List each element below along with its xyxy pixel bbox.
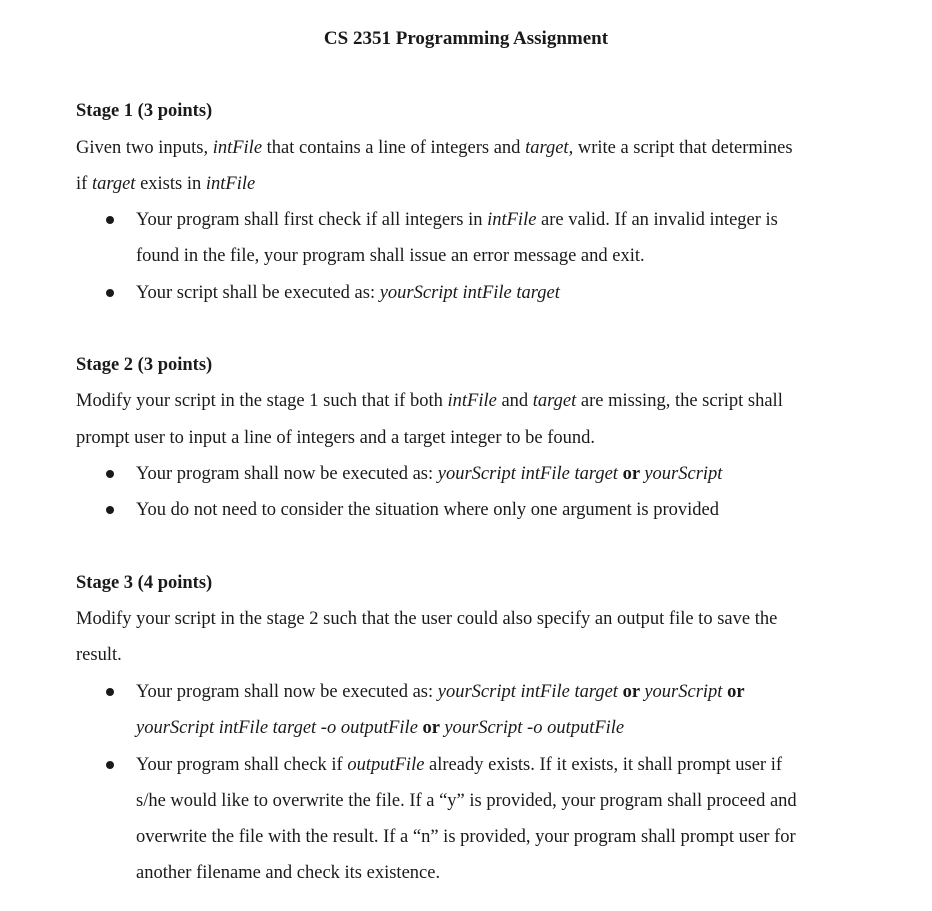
bullet-dot [106,506,114,514]
stage1-bullet2: Your script shall be executed as: yourScript intFile target [136,283,560,303]
stage1-heading: Stage 1 (3 points) [76,101,213,121]
stage2-paragraph-line1: Modify your script in the stage 1 such that if both intFile and target are missing, the script shall [76,391,783,411]
stage3-bullet2-line3: overwrite the file with the result. If a “n” is provided, your program shall prompt user for [136,827,796,847]
stage1-paragraph-line1: Given two inputs, intFile that contains a line of integers and target, write a script that determines [76,138,793,158]
stage1-paragraph-line2: if target exists in intFile [76,174,256,194]
stage3-bullet2-line2: s/he would like to overwrite the file. If a “y” is provided, your program shall proceed and [136,791,797,811]
stage1-bullet1-line1: Your program shall first check if all integers in intFile are valid. If an invalid integer is [136,210,778,230]
stage2-paragraph-line2: prompt user to input a line of integers and a target integer to be found. [76,428,596,448]
stage3-bullet1-line2: yourScript intFile target -o outputFile or yourScript -o outputFile [136,718,625,738]
stage3-bullet2-line1: Your program shall check if outputFile already exists. If it exists, it shall prompt user if [136,755,783,775]
bullet-dot [106,216,114,224]
stage3-heading: Stage 3 (4 points) [76,573,213,593]
stage1-bullet1-line2: found in the file, your program shall issue an error message and exit. [136,246,645,266]
stage3-bullet2-line4: another filename and check its existence. [136,863,441,883]
stage2-bullet1: Your program shall now be executed as: yourScript intFile target or yourScript [136,464,723,484]
bullet-dot [106,688,114,696]
stage3-bullet1-line1: Your program shall now be executed as: yourScript intFile target or yourScript or [136,682,745,702]
document-title: CS 2351 Programming Assignment [323,28,609,49]
stage3-paragraph-line2: result. [76,645,122,665]
bullet-dot [106,470,114,478]
bullet-dot [106,289,114,297]
stage2-bullet2: You do not need to consider the situation where only one argument is provided [136,500,720,520]
bullet-dot [106,761,114,769]
stage3-paragraph-line1: Modify your script in the stage 2 such that the user could also specify an output file to save the [76,609,778,629]
stage2-heading: Stage 2 (3 points) [76,355,213,375]
